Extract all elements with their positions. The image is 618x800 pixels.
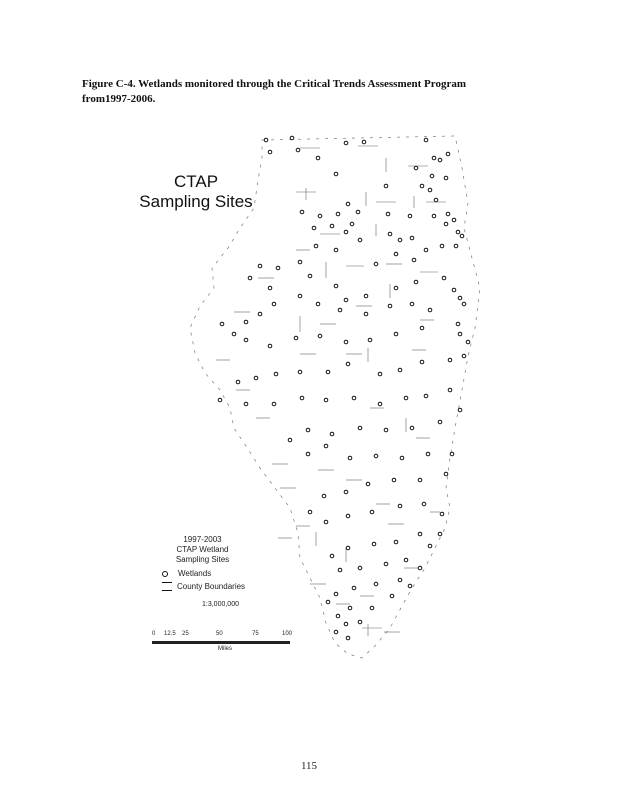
wetland-site-marker	[458, 408, 462, 412]
legend-title-line-2: CTAP Wetland	[176, 545, 229, 554]
wetland-site-marker	[314, 244, 318, 248]
wetland-site-marker	[456, 322, 460, 326]
wetland-site-marker	[450, 452, 454, 456]
wetland-site-marker	[276, 266, 280, 270]
wetland-site-marker	[374, 454, 378, 458]
wetland-site-marker	[364, 312, 368, 316]
wetland-site-marker	[288, 438, 292, 442]
wetland-site-marker	[272, 302, 276, 306]
wetland-site-marker	[308, 274, 312, 278]
wetland-site-marker	[408, 584, 412, 588]
wetland-site-marker	[348, 606, 352, 610]
wetland-site-marker	[420, 360, 424, 364]
wetland-site-marker	[440, 244, 444, 248]
wetland-site-marker	[336, 212, 340, 216]
wetland-site-marker	[344, 490, 348, 494]
wetland-site-marker	[348, 456, 352, 460]
wetland-site-marker	[298, 260, 302, 264]
wetland-site-marker	[420, 184, 424, 188]
wetland-site-marker	[344, 340, 348, 344]
wetland-site-marker	[316, 156, 320, 160]
wetland-site-marker	[460, 234, 464, 238]
wetland-site-marker	[446, 152, 450, 156]
map-title	[136, 172, 256, 212]
wetland-site-marker	[398, 578, 402, 582]
map-title-line-1: CTAP	[173, 172, 219, 191]
wetland-site-marker	[346, 514, 350, 518]
wetland-site-marker	[294, 336, 298, 340]
wetland-site-marker	[244, 402, 248, 406]
page-number: 115	[300, 760, 318, 772]
wetland-site-marker	[334, 630, 338, 634]
wetland-site-marker	[322, 494, 326, 498]
wetland-site-marker	[268, 150, 272, 154]
wetland-site-marker	[398, 504, 402, 508]
wetland-site-marker	[400, 456, 404, 460]
wetland-site-marker	[338, 568, 342, 572]
wetland-site-marker	[458, 296, 462, 300]
figure-caption	[82, 77, 522, 107]
wetland-site-marker	[374, 262, 378, 266]
wetland-site-marker	[344, 622, 348, 626]
wetland-site-marker	[398, 368, 402, 372]
wetland-site-marker	[318, 334, 322, 338]
wetland-site-marker	[364, 294, 368, 298]
wetland-site-marker	[448, 388, 452, 392]
wetland-site-marker	[372, 542, 376, 546]
wetland-site-marker	[432, 214, 436, 218]
wetland-site-marker	[410, 426, 414, 430]
wetland-site-marker	[306, 428, 310, 432]
wetland-site-marker	[428, 308, 432, 312]
wetland-site-marker	[356, 210, 360, 214]
county-boundary-icon	[162, 582, 172, 591]
wetland-site-marker	[384, 562, 388, 566]
wetland-site-marker	[448, 358, 452, 362]
wetland-site-marker	[346, 546, 350, 550]
wetland-site-marker	[268, 344, 272, 348]
wetland-site-marker	[220, 322, 224, 326]
wetland-site-marker	[426, 452, 430, 456]
wetland-site-marker	[386, 212, 390, 216]
wetland-site-marker	[268, 286, 272, 290]
wetland-site-marker	[350, 222, 354, 226]
wetland-site-marker	[452, 288, 456, 292]
wetland-site-marker	[330, 554, 334, 558]
wetland-site-marker	[312, 226, 316, 230]
wetland-site-marker	[330, 224, 334, 228]
wetland-site-marker	[300, 396, 304, 400]
wetland-site-marker	[308, 510, 312, 514]
wetland-site-marker	[358, 620, 362, 624]
wetland-site-marker	[442, 276, 446, 280]
scale-units: Miles	[218, 646, 233, 652]
wetland-site-marker	[420, 326, 424, 330]
wetland-site-marker	[316, 302, 320, 306]
wetland-site-marker	[298, 294, 302, 298]
wetland-site-marker	[352, 586, 356, 590]
wetland-site-marker	[274, 372, 278, 376]
wetland-site-marker	[218, 398, 222, 402]
wetland-site-marker	[438, 158, 442, 162]
wetland-site-marker	[334, 284, 338, 288]
wetland-site-marker	[324, 444, 328, 448]
wetland-site-marker	[424, 138, 428, 142]
legend-item-wetlands	[162, 569, 270, 578]
wetland-site-marker	[412, 258, 416, 262]
scale-tick: 0	[152, 631, 156, 637]
legend-title-line-3: Sampling Sites	[175, 555, 230, 564]
scale-tick: 75	[252, 631, 259, 637]
wetland-site-marker	[378, 372, 382, 376]
wetland-site-marker	[434, 198, 438, 202]
scale-tick: 12.5	[164, 631, 176, 637]
wetland-site-marker	[324, 520, 328, 524]
wetland-site-marker	[378, 402, 382, 406]
wetland-site-marker	[410, 236, 414, 240]
wetland-site-marker	[392, 478, 396, 482]
wetland-site-marker	[394, 332, 398, 336]
wetland-site-marker	[362, 140, 366, 144]
scale-bar	[152, 631, 292, 653]
wetland-site-marker	[422, 502, 426, 506]
map-legend	[150, 535, 293, 652]
wetland-site-marker	[410, 302, 414, 306]
wetland-site-marker	[232, 332, 236, 336]
wetland-site-marker	[462, 302, 466, 306]
wetland-site-marker	[258, 312, 262, 316]
wetland-site-marker	[300, 210, 304, 214]
wetland-site-marker	[352, 396, 356, 400]
wetland-site-marker	[414, 280, 418, 284]
scale-bar-line	[152, 641, 290, 644]
wetland-site-marker	[358, 426, 362, 430]
legend-label-county-boundaries: County Boundaries	[177, 582, 246, 591]
wetland-site-marker	[344, 298, 348, 302]
wetland-site-marker	[298, 370, 302, 374]
wetland-site-marker	[326, 370, 330, 374]
wetland-site-marker	[404, 396, 408, 400]
wetland-site-marker	[244, 338, 248, 342]
wetland-site-marker	[236, 380, 240, 384]
wetland-site-marker	[368, 338, 372, 342]
wetland-site-marker	[334, 248, 338, 252]
wetland-site-marker	[438, 532, 442, 536]
wetland-site-marker	[394, 540, 398, 544]
wetland-site-marker	[338, 308, 342, 312]
wetland-site-marker	[306, 452, 310, 456]
wetland-site-marker	[418, 566, 422, 570]
wetland-site-marker	[388, 232, 392, 236]
wetland-site-marker	[446, 212, 450, 216]
wetland-site-marker	[326, 600, 330, 604]
wetland-site-marker	[272, 402, 276, 406]
wetland-site-marker	[334, 172, 338, 176]
legend-title-line-1: 1997-2003	[183, 535, 222, 544]
wetland-site-marker	[370, 606, 374, 610]
wetland-site-marker	[248, 276, 252, 280]
wetland-site-marker	[424, 248, 428, 252]
scale-tick: 25	[182, 631, 189, 637]
scale-tick: 100	[282, 631, 293, 637]
map-title-line-2: Sampling Sites	[139, 192, 253, 211]
wetland-site-marker	[334, 592, 338, 596]
wetland-site-marker	[336, 614, 340, 618]
wetland-site-marker	[358, 238, 362, 242]
wetland-site-marker	[456, 230, 460, 234]
legend-label-wetlands: Wetlands	[178, 569, 212, 578]
scale-tick: 50	[216, 631, 223, 637]
wetland-site-marker	[462, 354, 466, 358]
wetland-site-marker	[296, 148, 300, 152]
wetland-site-marker	[404, 558, 408, 562]
wetland-site-marker	[444, 176, 448, 180]
wetland-site-marker	[428, 544, 432, 548]
wetland-site-marker	[366, 482, 370, 486]
wetland-site-marker	[418, 532, 422, 536]
scale-ratio: 1:3,000,000	[202, 601, 239, 608]
wetland-site-marker	[408, 214, 412, 218]
wetland-site-marker	[388, 304, 392, 308]
legend-item-county-boundaries	[162, 582, 270, 591]
wetland-site-marker	[458, 332, 462, 336]
wetland-site-marker	[466, 340, 470, 344]
wetland-site-marker	[254, 376, 258, 380]
wetland-site-marker	[424, 394, 428, 398]
wetland-site-marker	[346, 636, 350, 640]
wetland-site-marker	[346, 362, 350, 366]
wetland-site-marker	[318, 214, 322, 218]
wetland-site-marker	[370, 510, 374, 514]
wetland-site-marker	[444, 222, 448, 226]
wetland-site-marker	[414, 166, 418, 170]
wetland-site-marker	[430, 174, 434, 178]
figure-caption-line-1: Figure C-4. Wetlands monitored through the Critical Trends Assessment Program	[82, 78, 466, 90]
wetland-site-marker	[438, 420, 442, 424]
wetland-site-marker	[344, 141, 348, 145]
wetland-site-marker	[418, 478, 422, 482]
figure-caption-line-2: from1997-2006.	[82, 93, 156, 105]
wetland-dot-icon	[162, 571, 168, 577]
wetland-site-marker	[390, 594, 394, 598]
wetland-site-marker	[346, 202, 350, 206]
wetland-site-marker	[258, 264, 262, 268]
wetland-site-marker	[394, 252, 398, 256]
wetland-site-marker	[384, 184, 388, 188]
wetland-site-marker	[428, 188, 432, 192]
wetland-site-marker	[398, 238, 402, 242]
wetland-site-marker	[290, 136, 294, 140]
wetland-site-marker	[330, 432, 334, 436]
wetland-site-marker	[394, 286, 398, 290]
wetland-site-marker	[384, 428, 388, 432]
wetland-site-marker	[444, 472, 448, 476]
wetland-site-marker	[374, 582, 378, 586]
wetland-site-marker	[452, 218, 456, 222]
wetland-site-marker	[440, 512, 444, 516]
wetland-site-marker	[324, 398, 328, 402]
wetland-site-marker	[244, 320, 248, 324]
wetland-site-marker	[358, 566, 362, 570]
wetland-site-marker	[344, 230, 348, 234]
wetland-site-marker	[454, 244, 458, 248]
wetland-site-marker	[432, 156, 436, 160]
